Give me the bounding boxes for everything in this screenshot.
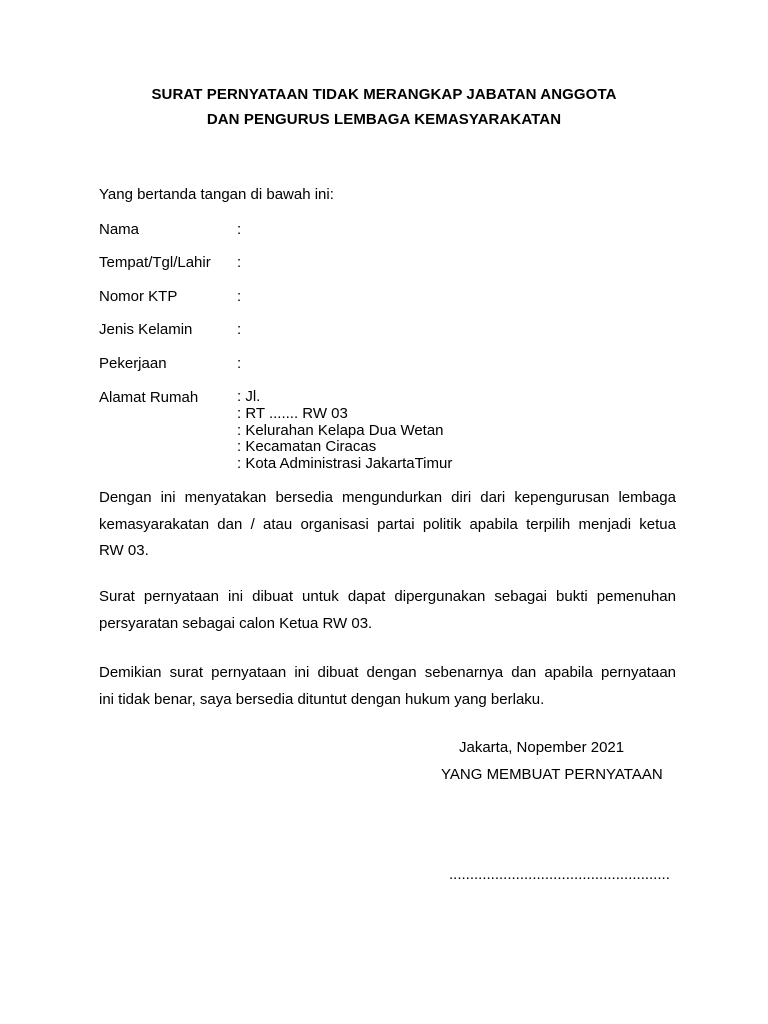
intro-text: Yang bertanda tangan di bawah ini:: [99, 186, 334, 203]
paragraph-line: RW 03.: [99, 542, 149, 559]
paragraph-closing: [99, 660, 676, 713]
address-line-kelurahan: : Kelurahan Kelapa Dua Wetan: [237, 421, 444, 439]
address-line-kota: : Kota Administrasi JakartaTimur: [237, 455, 453, 473]
field-label-nama: Nama: [99, 221, 140, 238]
paragraph-purpose: [99, 584, 676, 637]
field-label-alamat-rumah: Alamat Rumah: [99, 389, 199, 406]
address-line-jalan: : Jl.: [237, 388, 261, 405]
document-title-line-2: DAN PENGURUS LEMBAGA KEMASYARAKATAN: [206, 111, 562, 128]
field-label-nomor-ktp: Nomor KTP: [99, 288, 178, 305]
paragraph-line: ini tidak benar, saya bersedia dituntut dengan hukum yang berlaku.: [99, 690, 545, 708]
address-line-kecamatan: : Kecamatan Ciracas: [237, 438, 377, 456]
paragraph-line: Surat pernyataan ini dibuat untuk dapat dipergunakan sebagai bukti pemenuhan: [99, 588, 676, 605]
signature-line: .....................................................: [449, 866, 670, 883]
signature-place-date: Jakarta, Nopember 2021: [459, 739, 625, 756]
field-colon-nama: :: [237, 221, 242, 238]
address-line-rt-rw: : RT ....... RW 03: [237, 404, 348, 422]
field-label-pekerjaan: Pekerjaan: [99, 355, 167, 372]
field-colon-pekerjaan: :: [237, 355, 242, 372]
field-colon-jenis-kelamin: :: [237, 321, 242, 338]
paragraph-resignation: [99, 485, 676, 565]
signature-role: YANG MEMBUAT PERNYATAAN: [441, 766, 663, 783]
paragraph-line: persyaratan sebagai calon Ketua RW 03.: [99, 614, 373, 632]
field-colon-nomor-ktp: :: [237, 288, 242, 305]
paragraph-line: kemasyarakatan dan / atau organisasi partai politik apabila terpilih menjadi ketua: [99, 515, 676, 533]
field-label-tempat-tgl-lahir: Tempat/Tgl/Lahir: [99, 254, 211, 271]
field-colon-tempat-tgl-lahir: :: [237, 254, 242, 271]
paragraph-line: Dengan ini menyatakan bersedia mengundurkan diri dari kepengurusan lembaga: [99, 489, 676, 506]
field-label-jenis-kelamin: Jenis Kelamin: [99, 321, 193, 338]
document-title-line-1: SURAT PERNYATAAN TIDAK MERANGKAP JABATAN ANGGOTA: [151, 86, 617, 103]
paragraph-line: Demikian surat pernyataan ini dibuat dengan sebenarnya dan apabila pernyataan: [99, 664, 676, 681]
address-block: [237, 389, 452, 473]
